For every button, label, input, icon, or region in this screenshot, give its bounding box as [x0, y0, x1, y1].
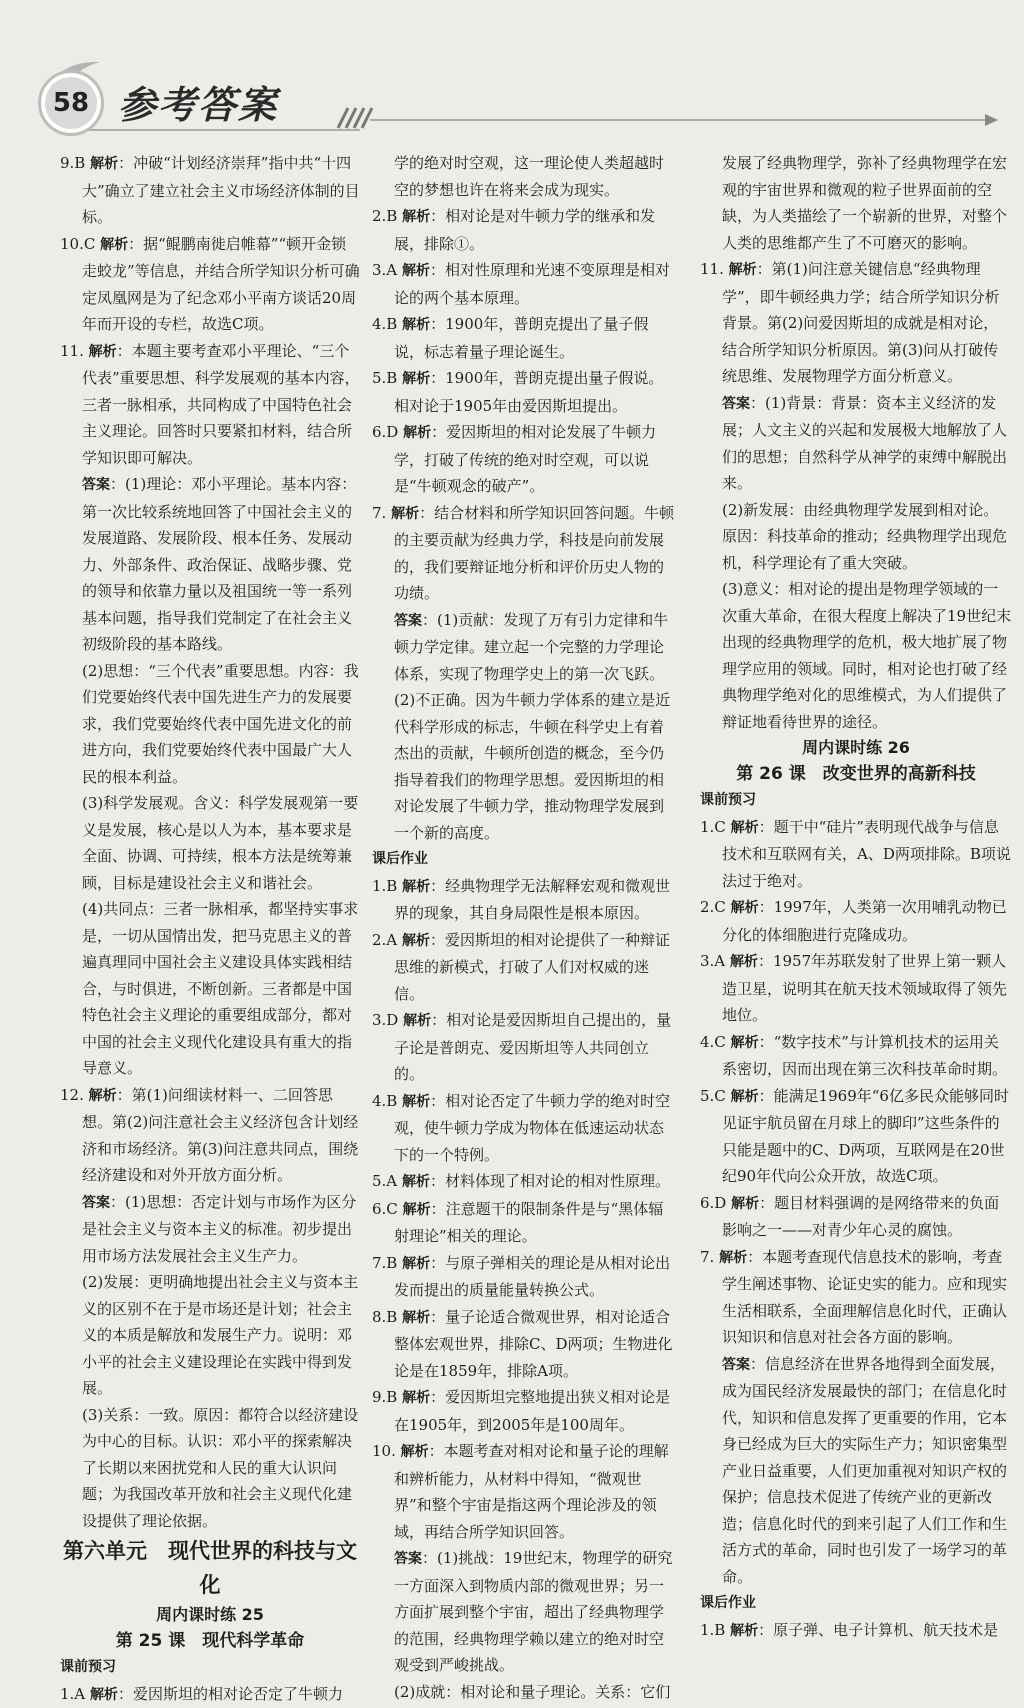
- answer-keyword: 解析: [731, 900, 759, 916]
- answer-entry: [372, 150, 677, 203]
- answer-text: (2)不正确。因为牛顿力学体系的建立是近代科学形成的标志，牛顿在科学史上有着杰出的贡献，牛顿所创造的概念，至今仍指导着我们的物理学思想。爱因斯坦的相对论发展了牛顿力学，推动物理学发展到一个新的高度。: [394, 691, 670, 842]
- answer-entry: 2.C 解析：1997年，人类第一次用哺乳动物已分化的体细胞进行克隆成功。: [700, 894, 1012, 948]
- answer-keyword: 解析: [402, 933, 430, 949]
- answer-keyword: 解析: [89, 1088, 117, 1104]
- answer-entry: 3.D 解析：相对论是爱因斯坦自己提出的，量子论是普朗克、爱因斯坦等人共同创立的。: [372, 1007, 677, 1088]
- answer-keyword: 解析: [403, 1013, 431, 1029]
- answer-text: (1)思想：否定计划与市场作为区分是社会主义与资本主义的标准。初步提出用市场方法发展社会主义生产力。: [82, 1193, 356, 1265]
- answer-keyword: 解析: [401, 1444, 429, 1460]
- answer-keyword: 解析: [90, 156, 118, 172]
- answer-text: “数字技术”与计算机技术的运用关系密切，因而出现在第三次科技革命时期。: [722, 1033, 1007, 1079]
- question-number: 4.B: [372, 315, 397, 333]
- answer-entry: [372, 687, 677, 846]
- question-number: 10.: [372, 1442, 396, 1460]
- answer-entry: 11. 解析：本题主要考查邓小平理论、“三个代表”重要思想、科学发展观的基本内容，三者一脉相承，共同构成了中国特色社会主义理论。回答时只要紧扣材料，结合所学知识即可解决。: [60, 338, 360, 472]
- question-number: 11.: [700, 260, 724, 278]
- answer-keyword: 解析: [391, 506, 419, 522]
- answer-text: 量子论适合微观世界，相对论适合整体宏观世界，排除C、D两项；生物进化论是在1859年，排除A项。: [394, 1308, 673, 1380]
- question-number: 3.A: [700, 952, 725, 970]
- answer-entry: [60, 1402, 360, 1535]
- answer-text: 本题主要考查邓小平理论、“三个代表”重要思想、科学发展观的基本内容，三者一脉相承，共同构成了中国特色社会主义理论。回答时只要紧扣材料，结合所学知识即可解决。: [82, 342, 360, 467]
- answer-keyword: 解析: [403, 1202, 431, 1218]
- answer-entry: 8.B 解析：量子论适合微观世界，相对论适合整体宏观世界，排除C、D两项；生物进化论是在1859年，排除A项。: [372, 1304, 677, 1385]
- question-number: 6.C: [372, 1200, 398, 1218]
- answer-entry: 1.C 解析：题干中“硅片”表明现代战争与信息技术和互联网有关，A、D两项排除。B项说法过于绝对。: [700, 814, 1012, 895]
- answer-entry: [700, 497, 1012, 577]
- answer-text: 冲破“计划经济崇拜”指中共“十四大”确立了建立社会主义市场经济体制的目标。: [82, 154, 360, 226]
- answer-entry: 5.B 解析：1900年，普朗克提出量子假说。相对论于1905年由爱因斯坦提出。: [372, 365, 677, 419]
- question-number: 5.A: [372, 1172, 397, 1190]
- answer-text: (1)背景：背景：资本主义经济的发展；人文主义的兴起和发展极大地解放了人们的思想；自然科学从神学的束缚中解脱出来。: [722, 394, 1007, 493]
- answer-entry: 5.A 解析：材料体现了相对论的相对性原理。: [372, 1168, 677, 1196]
- answer-text: 相对论是爱因斯坦自己提出的，量子论是普朗克、爱因斯坦等人共同创立的。: [394, 1011, 671, 1083]
- answer-text: 材料体现了相对论的相对性原理。: [445, 1172, 670, 1190]
- answer-keyword: 解析: [402, 263, 430, 279]
- answer-text: 爱因斯坦的相对论发展了牛顿力学，打破了传统的绝对时空观，可以说是“牛顿观念的破产”。: [394, 423, 656, 495]
- question-number: 5.B: [372, 369, 397, 387]
- answer-keyword: 答案: [722, 1357, 750, 1373]
- answer-text: 原子弹、电子计算机、航天技术是: [773, 1621, 998, 1639]
- answer-entry: 4.B 解析：相对论否定了牛顿力学的绝对时空观，使牛顿力学成为物体在低速运动状态下的一个特例。: [372, 1088, 677, 1169]
- answer-keyword: 解析: [730, 1623, 758, 1639]
- column-right: [700, 150, 1012, 1644]
- question-number: 4.B: [372, 1092, 397, 1110]
- answer-keyword: 答案: [82, 477, 110, 493]
- answer-text: 题目材料强调的是网络带来的负面影响之一——对青少年心灵的腐蚀。: [722, 1194, 999, 1240]
- answer-text: (4)共同点：三者一脉相承，都坚持实事求是，一切从国情出发，把马克思主义的普遍真理同中国社会主义建设具体实践相结合，与时俱进，不断创新。三者都是中国特色社会主义理论的重要组成部分，都对中国的社会主义现代化建设具有重大的指导意义。: [82, 900, 358, 1077]
- answer-keyword: 解析: [402, 1094, 430, 1110]
- answer-entry: 答案：(1)思想：否定计划与市场作为区分是社会主义与资本主义的标准。初步提出用市场方法发展社会主义生产力。: [60, 1189, 360, 1270]
- answer-text: (2)思想：“三个代表”重要思想。内容：我们党要始终代表中国先进生产力的发展要求，我们党要始终代表中国先进文化的前进方向，我们党要始终代表中国最广大人民的根本利益。: [82, 662, 359, 786]
- answer-entry: 6.C 解析：注意题干的限制条件是与“黑体辐射理论”相关的理论。: [372, 1196, 677, 1250]
- answer-text: 相对论是对牛顿力学的继承和发展，排除①。: [394, 207, 655, 253]
- answer-entry: [60, 790, 360, 896]
- answer-entry: [60, 658, 360, 791]
- question-number: 12.: [60, 1086, 84, 1104]
- answer-text: (2)成就：相对论和量子理论。关系：它们: [394, 1683, 670, 1701]
- question-number: 7.: [372, 504, 386, 522]
- answer-text: 经典物理学无法解释宏观和微观世界的现象，其自身局限性是根本原因。: [394, 877, 670, 923]
- answer-text: 爱因斯坦完整地提出狭义相对论是在1905年，到2005年是100周年。: [394, 1388, 670, 1434]
- answer-entry: 10. 解析：本题考查对相对论和量子论的理解和辨析能力，从材料中得知，“微观世界”和整个宇宙是指这两个理论涉及的领域，再结合所学知识回答。: [372, 1438, 677, 1545]
- answer-text: (3)意义：相对论的提出是物理学领域的一次重大革命，在很大程度上解决了19世纪末出现的经典物理学的危机，极大地扩展了物理学应用的领域。同时，相对论也打破了经典物理学绝对化的思维模式，为人们提供了辩证地看待世界的途径。: [722, 580, 1011, 731]
- question-number: 11.: [60, 342, 84, 360]
- question-number: 1.B: [372, 877, 397, 895]
- answer-entry: [700, 576, 1012, 735]
- answer-text: 1900年，普朗克提出量子假说。相对论于1905年由爱因斯坦提出。: [394, 369, 663, 415]
- answer-keyword: 解析: [730, 954, 758, 970]
- answer-entry: 9.B 解析：爱因斯坦完整地提出狭义相对论是在1905年，到2005年是100周年。: [372, 1384, 677, 1438]
- unit-heading: 第六单元 现代世界的科技与文化: [60, 1534, 360, 1602]
- question-number: 8.B: [372, 1308, 397, 1326]
- column-left: [60, 150, 360, 1708]
- answer-entry: 1.A 解析：爱因斯坦的相对论否定了牛顿力: [60, 1681, 360, 1708]
- answer-text: 相对论否定了牛顿力学的绝对时空观，使牛顿力学成为物体在低速运动状态下的一个特例。: [394, 1092, 670, 1164]
- answer-text: 题干中“硅片”表明现代战争与信息技术和互联网有关，A、D两项排除。B项说法过于绝对。: [722, 818, 1011, 890]
- answer-text: 据“鲲鹏南徙启帷幕”“顿开金锁走蛟龙”等信息，并结合所学知识分析可确定凤凰网是为了纪念邓小平南方谈话20周年而开设的专栏，故选C项。: [82, 235, 360, 334]
- answer-text: 爱因斯坦的相对论提供了一种辩证思维的新模式，打破了人们对权威的迷信。: [394, 931, 670, 1003]
- answer-keyword: 解析: [402, 209, 430, 225]
- answer-keyword: 解析: [729, 262, 757, 278]
- answer-text: 1997年，人类第一次用哺乳动物已分化的体细胞进行克隆成功。: [722, 898, 1007, 944]
- answer-entry: 1.B 解析：原子弹、电子计算机、航天技术是: [700, 1617, 1012, 1645]
- answer-entry: 7. 解析：结合材料和所学知识回答问题。牛顿的主要贡献为经典力学，科技是向前发展的，我们要辩证地分析和评价历史人物的功绩。: [372, 500, 677, 607]
- question-number: 6.D: [372, 423, 398, 441]
- answer-text: 发展了经典物理学，弥补了经典物理学在宏观的宇宙世界和微观的粒子世界面前的空缺，为人类描绘了一个崭新的世界，对整个人类的思维都产生了不可磨灭的影响。: [722, 154, 1007, 252]
- section-label: 课前预习: [700, 787, 1012, 814]
- answer-keyword: 答案: [82, 1195, 110, 1211]
- section-label: 课前预习: [60, 1654, 360, 1681]
- answer-keyword: 解析: [719, 1250, 747, 1266]
- question-number: 1.A: [60, 1685, 85, 1703]
- answer-keyword: 解析: [402, 879, 430, 895]
- answer-entry: [60, 896, 360, 1082]
- answer-text: 第(1)问细读材料一、二回答思想。第(2)问注意社会主义经济包含计划经济和市场经济。第(3)问注意共同点，围绕经济建设和对外开放方面分析。: [82, 1086, 358, 1185]
- answer-text: 学的绝对时空观，这一理论使人类超越时空的梦想也许在将来会成为现实。: [394, 154, 664, 199]
- question-number: 1.B: [700, 1621, 725, 1639]
- answer-entry: 7. 解析：本题考查现代信息技术的影响，考查学生阐述事物、论证史实的能力。应和现实生活相联系，全面理解信息化时代，正确认识知识和信息对社会各方面的影响。: [700, 1244, 1012, 1351]
- answer-entry: 3.A 解析：1957年苏联发射了世界上第一颗人造卫星，说明其在航天技术领域取得了领先地位。: [700, 948, 1012, 1029]
- answer-text: 第(1)问注意关键信息“经典物理学”，即牛顿经典力学；结合所学知识分析背景。第(2)问爱因斯坦的成就是相对论，结合所学知识分析原因。第(3)问从打破传统思维、发展物理学方面分析意义。: [722, 260, 1000, 385]
- answer-entry: 11. 解析：第(1)问注意关键信息“经典物理学”，即牛顿经典力学；结合所学知识分析背景。第(2)问爱因斯坦的成就是相对论，结合所学知识分析原因。第(3)问从打破传统思维、发展物理学方面分析意义。: [700, 256, 1012, 390]
- answer-keyword: 解析: [402, 371, 430, 387]
- question-number: 7.: [700, 1248, 714, 1266]
- answer-text: 信息经济在世界各地得到全面发展，成为国民经济发展最快的部门；在信息化时代，知识和信息发挥了更重要的作用，它本身已经成为巨大的实际生产力；知识密集型产业日益重要，人们更加重视对知识产权的保护；信息技术促进了传统产业的更新改造；信息化时代的到来引起了人们工作和生活方式的革命，同时也引发了一场学习的革命。: [722, 1355, 1007, 1586]
- answer-entry: 1.B 解析：经典物理学无法解释宏观和微观世界的现象，其自身局限性是根本原因。: [372, 873, 677, 927]
- answer-keyword: 解析: [402, 1174, 430, 1190]
- question-number: 7.B: [372, 1254, 397, 1272]
- answer-text: (2)发展：更明确地提出社会主义与资本主义的区别不在于是市场还是计划；社会主义的本质是解放和发展生产力。说明：邓小平的社会主义建设理论在实践中得到发展。: [82, 1273, 358, 1397]
- answer-keyword: 解析: [731, 1196, 759, 1212]
- answer-entry: 3.A 解析：相对性原理和光速不变原理是相对论的两个基本原理。: [372, 257, 677, 311]
- answer-text: 注意题干的限制条件是与“黑体辐射理论”相关的理论。: [394, 1200, 663, 1246]
- answer-entry: 答案：(1)挑战：19世纪末，物理学的研究一方面深入到物质内部的微观世界；另一方面扩展到整个宇宙，超出了经典物理学的范围，经典物理学赖以建立的绝对时空观受到严峻挑战。: [372, 1545, 677, 1679]
- question-number: 2.B: [372, 207, 397, 225]
- question-number: 10.C: [60, 235, 95, 253]
- answer-text: (3)关系：一致。原因：都符合以经济建设为中心的目标。认识：邓小平的探索解决了长期以来困扰党和人民的重大认识问题；为我国改革开放和社会主义现代化建设提供了理论依据。: [82, 1406, 358, 1530]
- question-number: 9.B: [372, 1388, 397, 1406]
- question-number: 4.C: [700, 1033, 726, 1051]
- lesson-heading: 第 25 课 现代科学革命: [60, 1628, 360, 1654]
- question-number: 3.A: [372, 261, 397, 279]
- section-label: 课后作业: [372, 846, 677, 873]
- answer-keyword: 解析: [731, 1035, 759, 1051]
- answer-entry: 9.B 解析：冲破“计划经济崇拜”指中共“十四大”确立了建立社会主义市场经济体制的目标。: [60, 150, 360, 231]
- answer-keyword: 解析: [402, 1310, 430, 1326]
- answer-entry: [372, 1679, 677, 1706]
- question-number: 2.C: [700, 898, 726, 916]
- answer-keyword: 解析: [731, 1089, 759, 1105]
- answer-text: (1)挑战：19世纪末，物理学的研究一方面深入到物质内部的微观世界；另一方面扩展到整个宇宙，超出了经典物理学的范围，经典物理学赖以建立的绝对时空观受到严峻挑战。: [394, 1549, 672, 1674]
- answer-text: 本题考查现代信息技术的影响，考查学生阐述事物、论证史实的能力。应和现实生活相联系，全面理解信息化时代，正确认识知识和信息对社会各方面的影响。: [722, 1248, 1007, 1347]
- answer-keyword: 解析: [100, 237, 128, 253]
- question-number: 6.D: [700, 1194, 726, 1212]
- question-number: 1.C: [700, 818, 726, 836]
- answer-text: (1)贡献：发现了万有引力定律和牛顿力学定律。建立起一个完整的力学理论体系，实现了物理学史上的第一次飞跃。: [394, 611, 668, 683]
- answer-entry: 6.D 解析：爱因斯坦的相对论发展了牛顿力学，打破了传统的绝对时空观，可以说是“牛顿观念的破产”。: [372, 419, 677, 500]
- answer-text: (1)理论：邓小平理论。基本内容：第一次比较系统地回答了中国社会主义的发展道路、发展阶段、根本任务、发展动力、外部条件、政治保证、战略步骤、党的领导和依靠力量以及祖国统一等一系列基本问题，指导我们党制定了在社会主义初级阶段的基本路线。: [82, 475, 356, 653]
- answer-keyword: 解析: [731, 820, 759, 836]
- question-number: 5.C: [700, 1087, 726, 1105]
- answer-text: 能满足1969年“6亿多民众能够同时见证宇航员留在月球上的脚印”这些条件的只能是题中的C、D两项，互联网是在20世纪90年代向公众开放，故选C项。: [722, 1087, 1009, 1186]
- answer-keyword: 解析: [89, 344, 117, 360]
- lesson-heading: 第 26 课 改变世界的高新科技: [700, 761, 1012, 787]
- answer-text: (3)科学发展观。含义：科学发展观第一要义是发展，核心是以人为本，基本要求是全面、协调、可持续，根本方法是统筹兼顾，目标是建设社会主义和谐社会。: [82, 794, 358, 892]
- answer-entry: [700, 150, 1012, 256]
- answer-text: 1900年，普朗克提出了量子假说，标志着量子理论诞生。: [394, 315, 648, 361]
- answer-text: 相对性原理和光速不变原理是相对论的两个基本原理。: [394, 261, 670, 307]
- answer-entry: 6.D 解析：题目材料强调的是网络带来的负面影响之一——对青少年心灵的腐蚀。: [700, 1190, 1012, 1244]
- page-number: 58: [38, 70, 104, 136]
- answer-entry: 4.C 解析：“数字技术”与计算机技术的运用关系密切，因而出现在第三次科技革命时期。: [700, 1029, 1012, 1083]
- answer-entry: 答案：(1)贡献：发现了万有引力定律和牛顿力学定律。建立起一个完整的力学理论体系，实现了物理学史上的第一次飞跃。: [372, 607, 677, 688]
- page-title: 参考答案: [118, 74, 278, 129]
- week-practice-heading: 周内课时练 25: [60, 1602, 360, 1628]
- answer-entry: 答案：(1)理论：邓小平理论。基本内容：第一次比较系统地回答了中国社会主义的发展道路、发展阶段、根本任务、发展动力、外部条件、政治保证、战略步骤、党的领导和依靠力量以及祖国统一等一系列基本问题，指导我们党制定了在社会主义初级阶段的基本路线。: [60, 471, 360, 658]
- answer-text: 爱因斯坦的相对论否定了牛顿力: [133, 1685, 343, 1703]
- question-number: 9.B: [60, 154, 85, 172]
- answer-text: 结合材料和所学知识回答问题。牛顿的主要贡献为经典力学，科技是向前发展的，我们要辩证地分析和评价历史人物的功绩。: [394, 504, 674, 603]
- question-number: 3.D: [372, 1011, 398, 1029]
- answer-text: 与原子弹相关的理论是从相对论出发而提出的质量能量转换公式。: [394, 1254, 670, 1300]
- answer-entry: 答案：(1)背景：背景：资本主义经济的发展；人文主义的兴起和发展极大地解放了人们的思想；自然科学从神学的束缚中解脱出来。: [700, 390, 1012, 497]
- answer-entry: 2.A 解析：爱因斯坦的相对论提供了一种辩证思维的新模式，打破了人们对权威的迷信。: [372, 927, 677, 1008]
- section-label: 课后作业: [700, 1590, 1012, 1617]
- answer-entry: 12. 解析：第(1)问细读材料一、二回答思想。第(2)问注意社会主义经济包含计划经济和市场经济。第(3)问注意共同点，围绕经济建设和对外开放方面分析。: [60, 1082, 360, 1189]
- answer-keyword: 解析: [402, 1256, 430, 1272]
- answer-keyword: 答案: [394, 613, 422, 629]
- answer-text: 本题考查对相对论和量子论的理解和辨析能力，从材料中得知，“微观世界”和整个宇宙是指这两个理论涉及的领域，再结合所学知识回答。: [394, 1442, 669, 1541]
- answer-keyword: 答案: [394, 1551, 422, 1567]
- answer-entry: 答案：信息经济在世界各地得到全面发展，成为国民经济发展最快的部门；在信息化时代，知识和信息发挥了更重要的作用，它本身已经成为巨大的实际生产力；知识密集型产业日益重要，人们更加重视对知识产权的保护；信息技术促进了传统产业的更新改造；信息化时代的到来引起了人们工作和生活方式的革命，同时也引发了一场学习的革命。: [700, 1351, 1012, 1591]
- answer-entry: 7.B 解析：与原子弹相关的理论是从相对论出发而提出的质量能量转换公式。: [372, 1250, 677, 1304]
- answer-keyword: 解析: [403, 425, 431, 441]
- answer-keyword: 答案: [722, 396, 750, 412]
- question-number: 2.A: [372, 931, 397, 949]
- answer-keyword: 解析: [90, 1687, 118, 1703]
- answer-entry: 4.B 解析：1900年，普朗克提出了量子假说，标志着量子理论诞生。: [372, 311, 677, 365]
- answer-entry: [60, 1269, 360, 1402]
- week-practice-heading: 周内课时练 26: [700, 735, 1012, 761]
- page-header: [0, 0, 1024, 150]
- answer-text: 1957年苏联发射了世界上第一颗人造卫星，说明其在航天技术领域取得了领先地位。: [722, 952, 1007, 1024]
- answer-keyword: 解析: [402, 317, 430, 333]
- answer-entry: 2.B 解析：相对论是对牛顿力学的继承和发展，排除①。: [372, 203, 677, 257]
- answer-keyword: 解析: [402, 1390, 430, 1406]
- answer-entry: 10.C 解析：据“鲲鹏南徙启帷幕”“顿开金锁走蛟龙”等信息，并结合所学知识分析可确定凤凰网是为了纪念邓小平南方谈话20周年而开设的专栏，故选C项。: [60, 231, 360, 338]
- column-middle: [372, 150, 677, 1705]
- answer-entry: 5.C 解析：能满足1969年“6亿多民众能够同时见证宇航员留在月球上的脚印”这些条件的只能是题中的C、D两项，互联网是在20世纪90年代向公众开放，故选C项。: [700, 1083, 1012, 1190]
- answer-text: (2)新发展：由经典物理学发展到相对论。原因：科技革命的推动；经典物理学出现危机，科学理论有了重大突破。: [722, 501, 1007, 572]
